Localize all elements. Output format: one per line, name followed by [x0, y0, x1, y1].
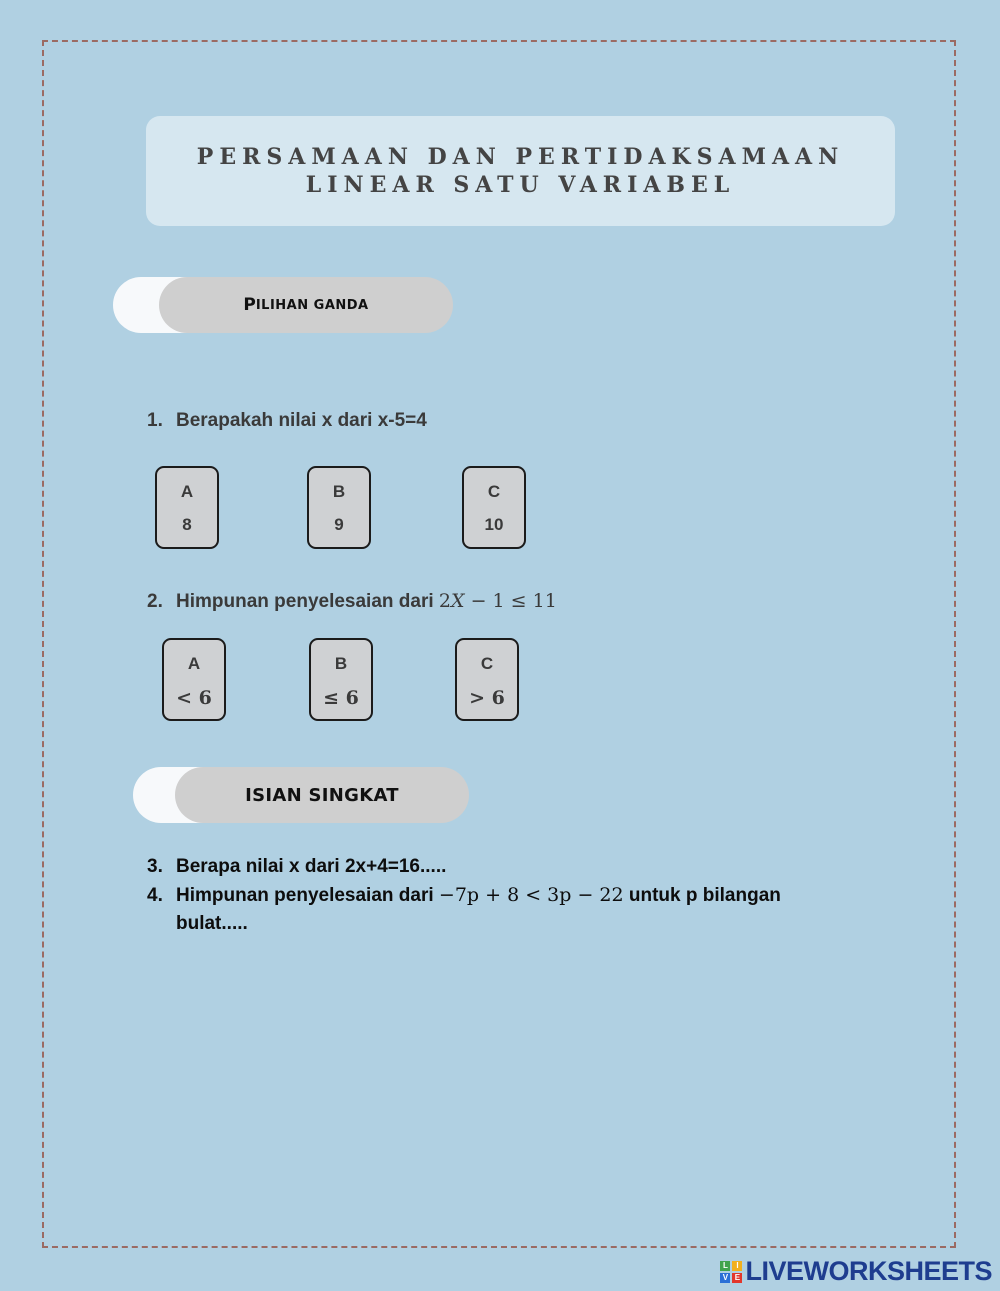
option-value: < 6	[176, 687, 212, 709]
title-banner	[146, 116, 895, 226]
option-value: 10	[484, 515, 504, 534]
question-math: −7p + 8 < 3p − 22	[438, 884, 624, 906]
question-3	[147, 853, 867, 881]
question-text: Berapa nilai x dari 2x+4=16.....	[176, 856, 447, 877]
option-letter: B	[334, 654, 348, 673]
section-label-short-answer: ISIAN SINGKAT	[175, 767, 469, 823]
question-math: 2X − 1 ≤ 11	[438, 590, 557, 612]
title-line-2: LINEAR SATU VARIABEL	[305, 172, 736, 198]
logo-text: LIVEWORKSHEETS	[745, 1256, 992, 1286]
logo-grid-icon: L I V E	[720, 1261, 742, 1283]
q1-option-c[interactable]	[462, 466, 526, 549]
title-line-1: PERSAMAAN DAN PERTIDAKSAMAAN	[196, 144, 845, 170]
section-label-multiple-choice: P ILIHAN GANDA	[159, 277, 453, 333]
q2-option-a[interactable]	[162, 638, 226, 721]
question-1	[147, 410, 427, 432]
question-number: 1.	[147, 410, 163, 431]
q1-option-b[interactable]	[307, 466, 371, 549]
option-letter: C	[487, 482, 501, 501]
option-letter: A	[187, 654, 201, 673]
option-letter: A	[180, 482, 194, 501]
section-header-multiple-choice	[113, 277, 453, 333]
option-value: 8	[182, 515, 192, 534]
question-4	[147, 881, 867, 938]
question-continuation: bulat.....	[176, 913, 248, 934]
question-text: Himpunan penyelesaian dari	[176, 591, 434, 612]
question-text: Himpunan penyelesaian dari	[176, 885, 434, 906]
option-letter: C	[480, 654, 494, 673]
q1-option-a[interactable]	[155, 466, 219, 549]
option-value: 9	[334, 515, 344, 534]
option-letter: B	[332, 482, 346, 501]
section-header-short-answer	[133, 767, 469, 823]
question-number: 2.	[147, 591, 163, 612]
question-number: 4.	[147, 885, 163, 906]
option-value: ≤ 6	[323, 687, 359, 709]
q2-option-b[interactable]	[309, 638, 373, 721]
q2-option-c[interactable]	[455, 638, 519, 721]
option-value: > 6	[469, 687, 505, 709]
question-text: Berapakah nilai x dari x-5=4	[176, 410, 427, 431]
question-number: 3.	[147, 856, 163, 877]
question-2	[147, 590, 557, 613]
question-text-after: untuk p bilangan	[628, 885, 781, 906]
liveworksheets-logo	[720, 1256, 992, 1287]
